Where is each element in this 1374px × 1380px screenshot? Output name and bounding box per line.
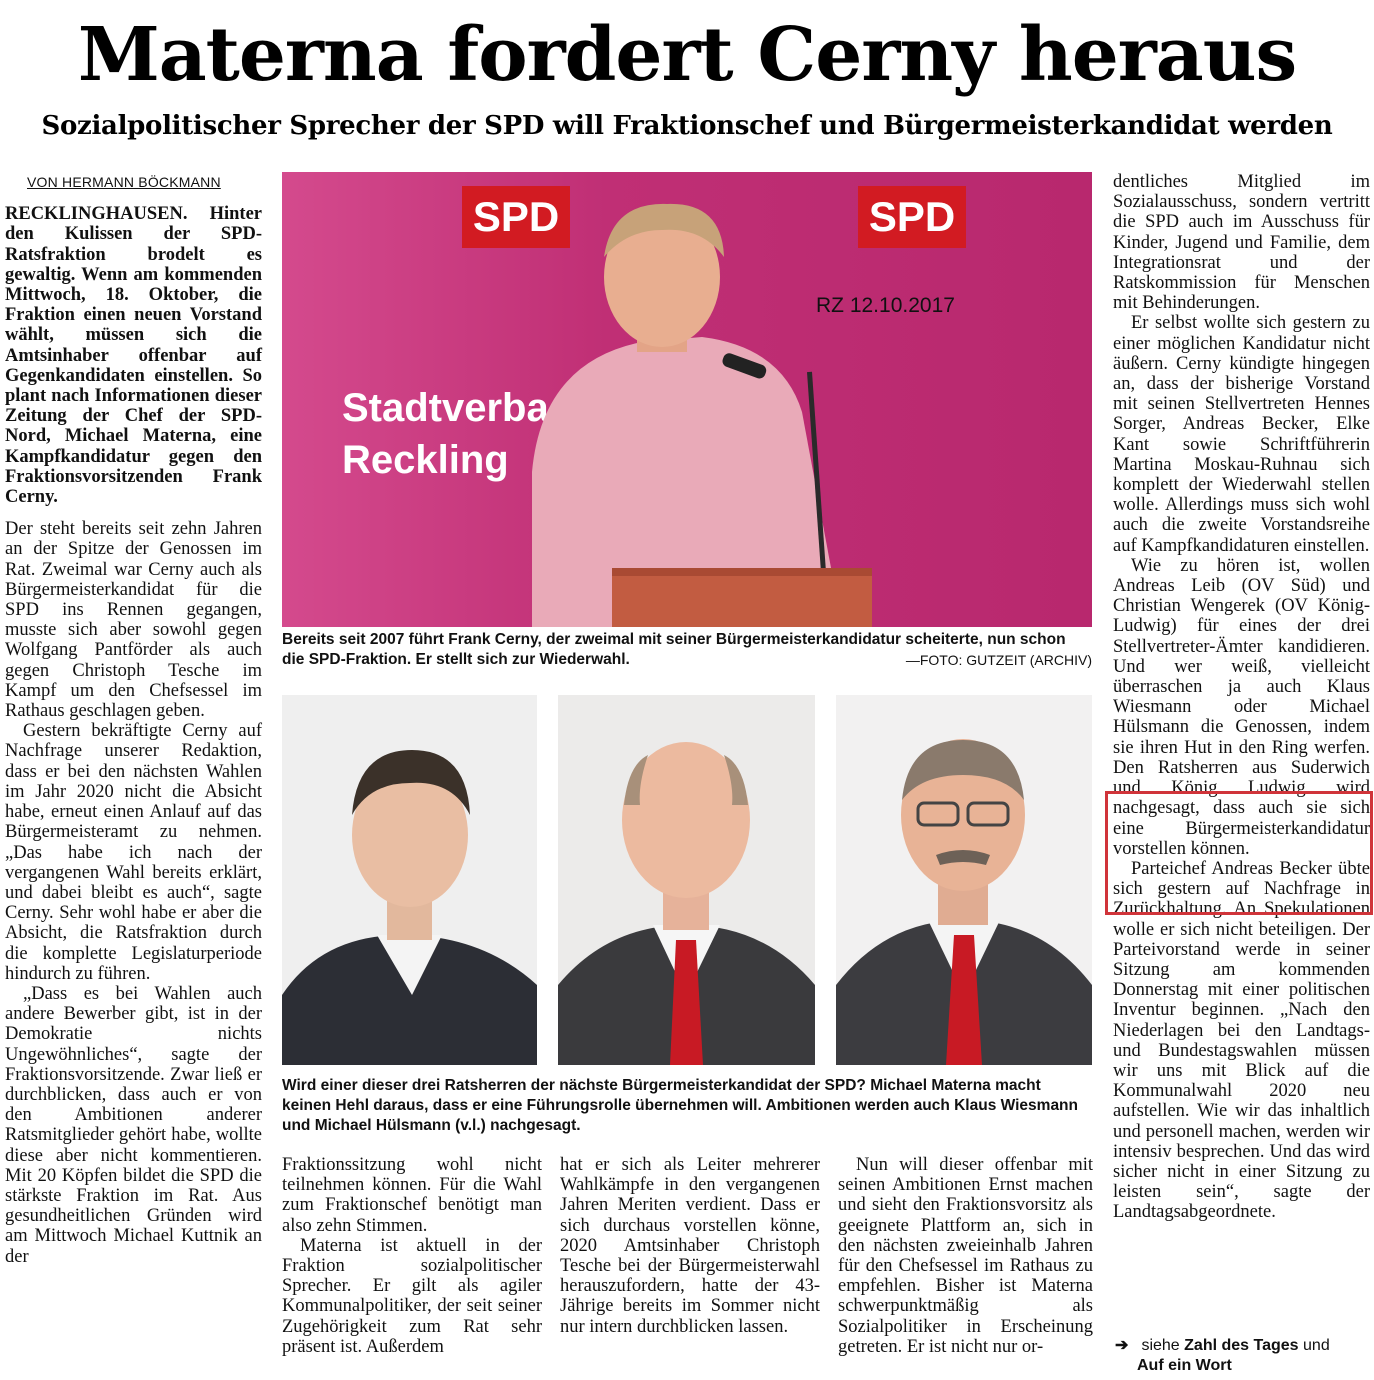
speaker-figure: [282, 172, 1092, 627]
see-also-reference[interactable]: [1115, 1336, 1373, 1376]
subheadline: Sozialpolitischer Sprecher der SPD will Fraktionschef und Bürgermeisterkandidat werden: [41, 111, 1333, 141]
byline: VON HERMANN BÖCKMANN: [27, 174, 221, 190]
paragraph: Materna ist aktuell in der Fraktion sozialpolitischer Sprecher. Er gilt als agiler Kommunalpolitiker, der seit seiner Zugehörigkeit zum Rat sehr präsent ist. Außerdem: [282, 1235, 542, 1357]
article-column-5: [1113, 172, 1370, 1223]
paragraph: hat er sich als Leiter mehrerer Wahlkämpfe in den vergangenen Jahren Meriten verdient. Dass er sich durchaus vorstellen könne, 2020 Amtsinhaber Christoph Tesche bei der Bürgermeisterwahl herauszufordern, hatte der 43-Jährige bereits im Sommer nicht nur intern durchblicken lassen.: [560, 1155, 820, 1337]
main-photo-caption: [282, 630, 1092, 670]
portrait-photo-1: [282, 695, 537, 1065]
article-column-4: [838, 1155, 1093, 1357]
lead-paragraph: RECKLINGHAUSEN. Hinter den Kulissen der SPD-Ratsfraktion brodelt es gewaltig. Wenn am kommenden Mittwoch, 18. Oktober, die Fraktion einen neuen Vorstand wählt, müssen sich die Amtsinhaber offenbar auf Gegenkandidaten einstellen. So plant nach Informationen dieser Zeitung der Chef der SPD-Nord, Michael Materna, eine Kampfkandidatur gegen den Fraktionsvorsitzenden Frank Cerny.: [5, 204, 262, 508]
see-also-prefix: siehe: [1141, 1337, 1180, 1354]
highlight-annotation-box: [1105, 791, 1373, 915]
spd-logo: SPD: [462, 186, 570, 248]
date-stamp: RZ 12.10.2017: [816, 294, 955, 317]
see-also-conjunction: und: [1303, 1337, 1330, 1354]
paragraph: „Dass es bei Wahlen auch andere Bewerber gibt, ist in der Demokratie nichts Ungewöhnliches“, sagte der Fraktionsvorsitzende. Zwar ließ er durchblicken, dass auch er von den Ambitionen anderer Ratsmitglieder gehört habe, wollte diese aber nicht kommentieren. Mit 20 Köpfen bildet die SPD die stärkste Fraktion im Rat. Aus gesundheitlichen Gründen wird am Mittwoch Michael Kuttnik an der: [5, 983, 262, 1267]
arrow-right-icon: ➔: [1115, 1337, 1129, 1354]
headline: Materna fordert Cerny heraus: [77, 12, 1297, 98]
paragraph: Fraktionssitzung wohl nicht teilnehmen können. Für die Wahl zum Fraktionschef benötigt man also zehn Stimmen.: [282, 1155, 542, 1236]
paragraph: Wie zu hören ist, wollen Andreas Leib (OV Süd) und Christian Wengerek (OV König-Ludwig) für eines der drei Stellvertreter-Ämter kandidieren. Und wer weiß, vielleicht überraschen ja auch Klaus Wiesmann oder Michael Hülsmann die Genossen, indem sie ihren Hut in den Ring werfen. Den Ratsherren aus Suderwich und König Ludwig wird nachgesagt, dass auch sie sich eine Bürgermeisterkandidatur vorstellen können.: [1113, 555, 1370, 859]
photo-credit: —FOTO: GUTZEIT (ARCHIV): [905, 652, 1092, 668]
paragraph: Der steht bereits seit zehn Jahren an der Spitze der Genossen im Rat. Zweimal war Cerny auch als Bürgermeisterkandidat für die SPD ins Rennen gegangen, musste sich aber sowohl gegen Wolfgang Pantförder als auch gegen Christoph Tesche im Kampf um den Chefsessel im Rathaus geschlagen geben.: [5, 519, 262, 722]
see-also-link-zahl-des-tages[interactable]: Zahl des Tages: [1184, 1337, 1299, 1354]
paragraph: Gestern bekräftigte Cerny auf Nachfrage unserer Redaktion, dass er bei den nächsten Wahlen im Jahr 2020 nicht die Absicht habe, erneut einen Anlauf auf das Bürgermeisteramt zu nehmen. „Das habe ich nach der vergangenen Wahl bereits erklärt, und dabei bleibt es auch“, sagte Cerny. Sehr wohl habe er aber die Absicht, die Ratsfraktion durch die komplette Legislaturperiode hindurch zu führen.: [5, 721, 262, 984]
paragraph: Nun will dieser offenbar mit seinen Ambitionen Ernst machen und sieht den Fraktionsvorsitz als geeignete Plattform an, sich in den nächsten zweieinhalb Jahren für den Chefsessel im Rathaus zu empfehlen. Bisher ist Materna schwerpunktmäßig als Sozialpolitiker in Erscheinung getreten. Er ist nicht nur or-: [838, 1155, 1093, 1357]
spd-logo: SPD: [858, 186, 966, 248]
banner-line: Reckling: [342, 438, 509, 482]
see-also-link-auf-ein-wort[interactable]: Auf ein Wort: [1137, 1357, 1232, 1374]
paragraph: dentliches Mitglied im Sozialausschuss, sondern vertritt die SPD auch im Ausschuss für Kinder, Jugend und Familie, dem Integrationsrat und der Ratskommission für Menschen mit Behinderungen.: [1113, 172, 1370, 314]
article-column-2: [282, 1155, 542, 1357]
article-column-3: [560, 1155, 820, 1337]
paragraph: Parteichef Andreas Becker übte sich gestern auf Nachfrage in Zurückhaltung. An Spekulationen wolle er sich nicht beteiligen. Der Parteivorstand werde in seiner Sitzung am kommenden Donnerstag mit einer politischen Inventur beginnen. „Nach den Niederlagen bei den Landtags- und Bundestagswahlen müssen wir uns mit Blick auf die Kommunalwahl 2020 neu aufstellen. Wie wir das inhaltlich und personell machen, werden wir intensiv besprechen. Und das wird sicher nicht in einer Sitzung zu leisten sein“, sagte der Landtagsabgeordnete.: [1113, 858, 1370, 1223]
paragraph: Er selbst wollte sich gestern zu einer möglichen Kandidatur nicht äußern. Cerny kündigte hingegen an, dass der bisherige Vorstand mit seinen Stellvertreten Hennes Sorger, Andreas Becker, Elke Kant sowie Schriftführerin Martina Moskau-Ruhnau sich komplett der Wiederwahl stellen wolle. Allerdings muss sich wohl auch die zweite Vorstandsreihe auf Kampfkandidaturen einstellen.: [1113, 313, 1370, 556]
portraits-caption: Wird einer dieser drei Ratsherren der nächste Bürgermeisterkandidat der SPD? Michael Materna macht keinen Hehl daraus, dass er eine Führungsrolle übernehmen will. Ambitionen werden auch Klaus Wiesmann und Michael Hülsmann (v.l.) nachgesagt.: [282, 1077, 1078, 1134]
article-column-1: [5, 172, 262, 1267]
caption-text: Bereits seit 2007 führt Frank Cerny, der zweimal mit seiner Bürgermeisterkandidatur scheiterte, nun schon die SPD-Fraktion. Er stellt sich zur Wiederwahl.: [282, 631, 1066, 668]
main-photo: [282, 172, 1092, 627]
banner-line: Stadtverba: [342, 386, 549, 430]
portrait-photo-2: [558, 695, 815, 1065]
portrait-photo-3: [836, 695, 1092, 1065]
